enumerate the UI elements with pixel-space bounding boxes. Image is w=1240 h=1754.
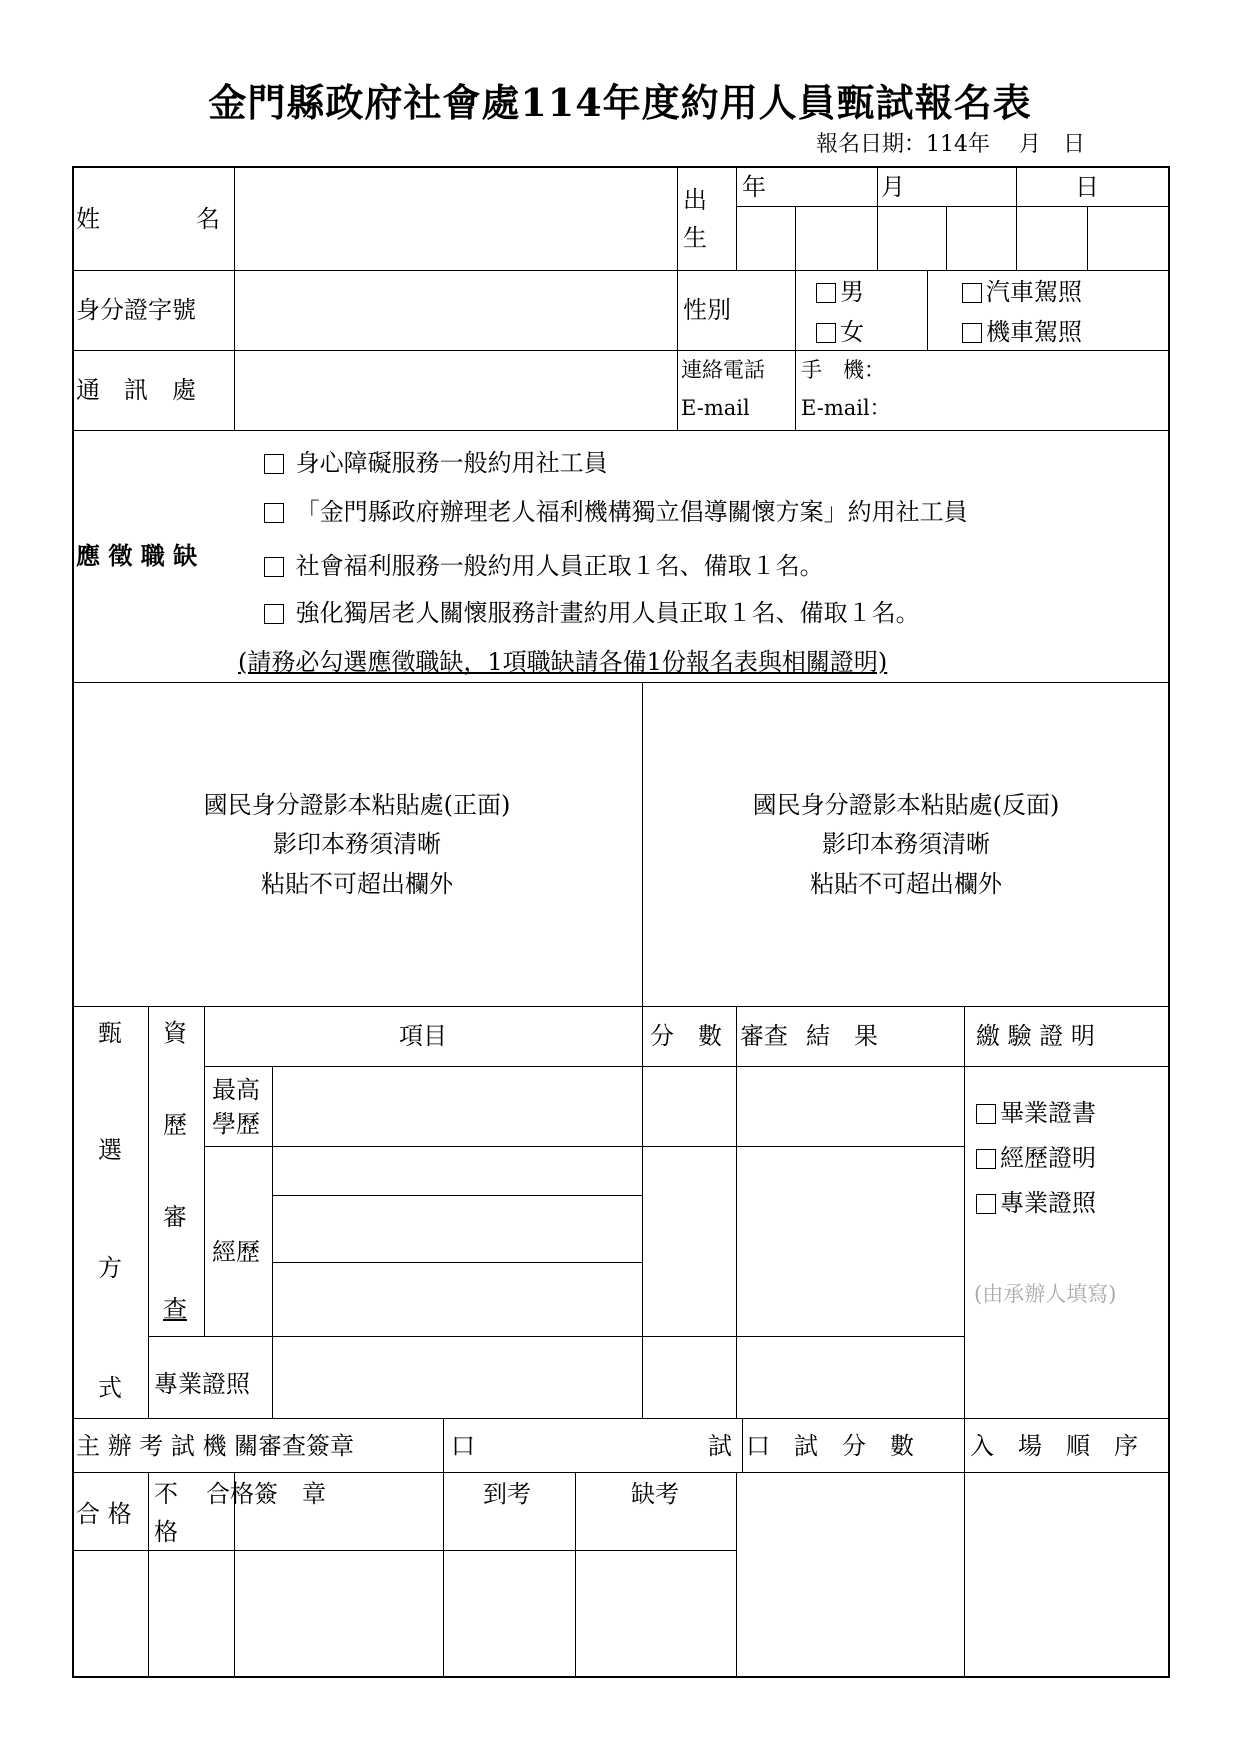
method-char: 選 (98, 1136, 122, 1164)
row-divider (72, 1418, 1170, 1419)
female-checkbox[interactable] (816, 323, 836, 343)
name-field[interactable] (236, 168, 676, 268)
position-option-2: 「金門縣政府辦理老人福利機構獨立倡導關懷方案」約用社工員 (295, 498, 968, 526)
review-char: 資 (163, 1019, 187, 1047)
row-divider (72, 350, 1170, 351)
birth-date-field[interactable] (738, 208, 1168, 268)
application-date: 報名日期：114年 月 日 (816, 132, 1085, 157)
method-char: 方 (98, 1254, 122, 1282)
proof-item: 畢業證書 (1000, 1099, 1096, 1127)
male-label: 男 (840, 278, 864, 306)
row-divider (72, 430, 1170, 431)
id-back-text: 影印本務須清晰 (822, 830, 990, 858)
address-field[interactable] (236, 352, 676, 428)
email-label: E-mail (681, 396, 750, 420)
item-header: 項目 (399, 1022, 447, 1050)
row-divider (72, 270, 1170, 271)
id-number-field[interactable] (236, 272, 676, 348)
seal-label: 簽 章 (254, 1480, 326, 1508)
birth-month-label: 月 (881, 173, 905, 201)
address-label: 通 訊 處 (76, 376, 196, 404)
diploma-checkbox[interactable] (976, 1104, 996, 1124)
positions-note: (請務必勾選應徵職缺，1項職缺請各備1份報名表與相關證明) (238, 648, 888, 676)
proof-item: 專業證照 (1000, 1189, 1096, 1217)
experience-label: 經歷 (212, 1238, 260, 1266)
page-title: 金門縣政府社會處114年度約用人員甄試報名表 (208, 80, 1032, 125)
fail-label: 格 (154, 1518, 178, 1546)
id-back-text: 粘貼不可超出欄外 (810, 870, 1002, 898)
position-checkbox[interactable] (264, 503, 284, 523)
birth-label: 生 (683, 224, 707, 252)
review-char: 查 (163, 1295, 187, 1323)
fail-overlay-label: 合格 (206, 1480, 254, 1508)
proof-header: 繳 驗 證 明 (976, 1022, 1095, 1050)
position-option-3: 社會福利服務一般約用人員正取１名、備取１名。 (295, 552, 824, 580)
education-label: 最高 (212, 1076, 260, 1104)
license-proof-checkbox[interactable] (976, 1194, 996, 1214)
fail-label: 不 (154, 1480, 178, 1508)
review-char: 審 (163, 1203, 187, 1231)
attended-label: 到考 (483, 1480, 531, 1508)
pass-label: 合 格 (76, 1500, 132, 1528)
male-checkbox[interactable] (816, 283, 836, 303)
license-label: 專業證照 (154, 1370, 250, 1398)
position-option-4: 強化獨居老人關懷服務計畫約用人員正取１名、備取１名。 (295, 599, 920, 627)
entry-order-label: 入 場 順 序 (970, 1432, 1138, 1460)
birth-label: 出 (683, 186, 707, 214)
review-char: 歷 (163, 1111, 187, 1139)
method-char: 甄 (98, 1019, 122, 1047)
method-char: 式 (98, 1374, 122, 1402)
oral-label: 試 (708, 1432, 732, 1460)
experience-proof-checkbox[interactable] (976, 1149, 996, 1169)
position-checkbox[interactable] (264, 604, 284, 624)
id-front-text: 影印本務須清晰 (273, 830, 441, 858)
oral-label: 口 (451, 1432, 475, 1460)
id-number-label: 身分證字號 (76, 296, 196, 324)
row-divider (72, 682, 1170, 683)
contact-phone-label: 連絡電話 (681, 358, 765, 382)
id-front-text: 粘貼不可超出欄外 (261, 870, 453, 898)
moto-license-checkbox[interactable] (962, 323, 982, 343)
result-header: 結 果 (806, 1022, 878, 1050)
oral-score-label: 口 試 分 數 (746, 1432, 914, 1460)
id-back-text: 國民身分證影本粘貼處(反面) (752, 791, 1060, 819)
moto-license-label: 機車駕照 (986, 318, 1082, 346)
mobile-label: 手 機： (801, 358, 885, 382)
absent-label: 缺考 (631, 1480, 679, 1508)
row-divider (72, 1472, 1170, 1473)
birth-day-label: 日 (1075, 173, 1099, 201)
score-header: 分 數 (650, 1022, 722, 1050)
car-license-checkbox[interactable] (962, 283, 982, 303)
position-checkbox[interactable] (264, 454, 284, 474)
education-label: 學歷 (212, 1110, 260, 1138)
car-license-label: 汽車駕照 (986, 278, 1082, 306)
gender-label: 性別 (683, 296, 731, 324)
email-field-label: E-mail： (801, 396, 891, 420)
name-label: 姓 名 (76, 205, 220, 233)
female-label: 女 (840, 318, 864, 346)
position-checkbox[interactable] (264, 557, 284, 577)
birth-year-label: 年 (742, 173, 766, 201)
id-front-text: 國民身分證影本粘貼處(正面) (203, 791, 511, 819)
row-divider (72, 1006, 1170, 1007)
organizer-label: 主 辦 考 試 機 關 (76, 1432, 259, 1460)
positions-label: 應 徵 職 缺 (76, 541, 198, 570)
review-header: 審查 (740, 1022, 788, 1050)
proof-item: 經歷證明 (1000, 1144, 1096, 1172)
position-option-1: 身心障礙服務一般約用社工員 (295, 449, 608, 477)
review-signature-label: 審查簽章 (258, 1432, 354, 1460)
proof-note: (由承辦人填寫) (974, 1282, 1117, 1306)
